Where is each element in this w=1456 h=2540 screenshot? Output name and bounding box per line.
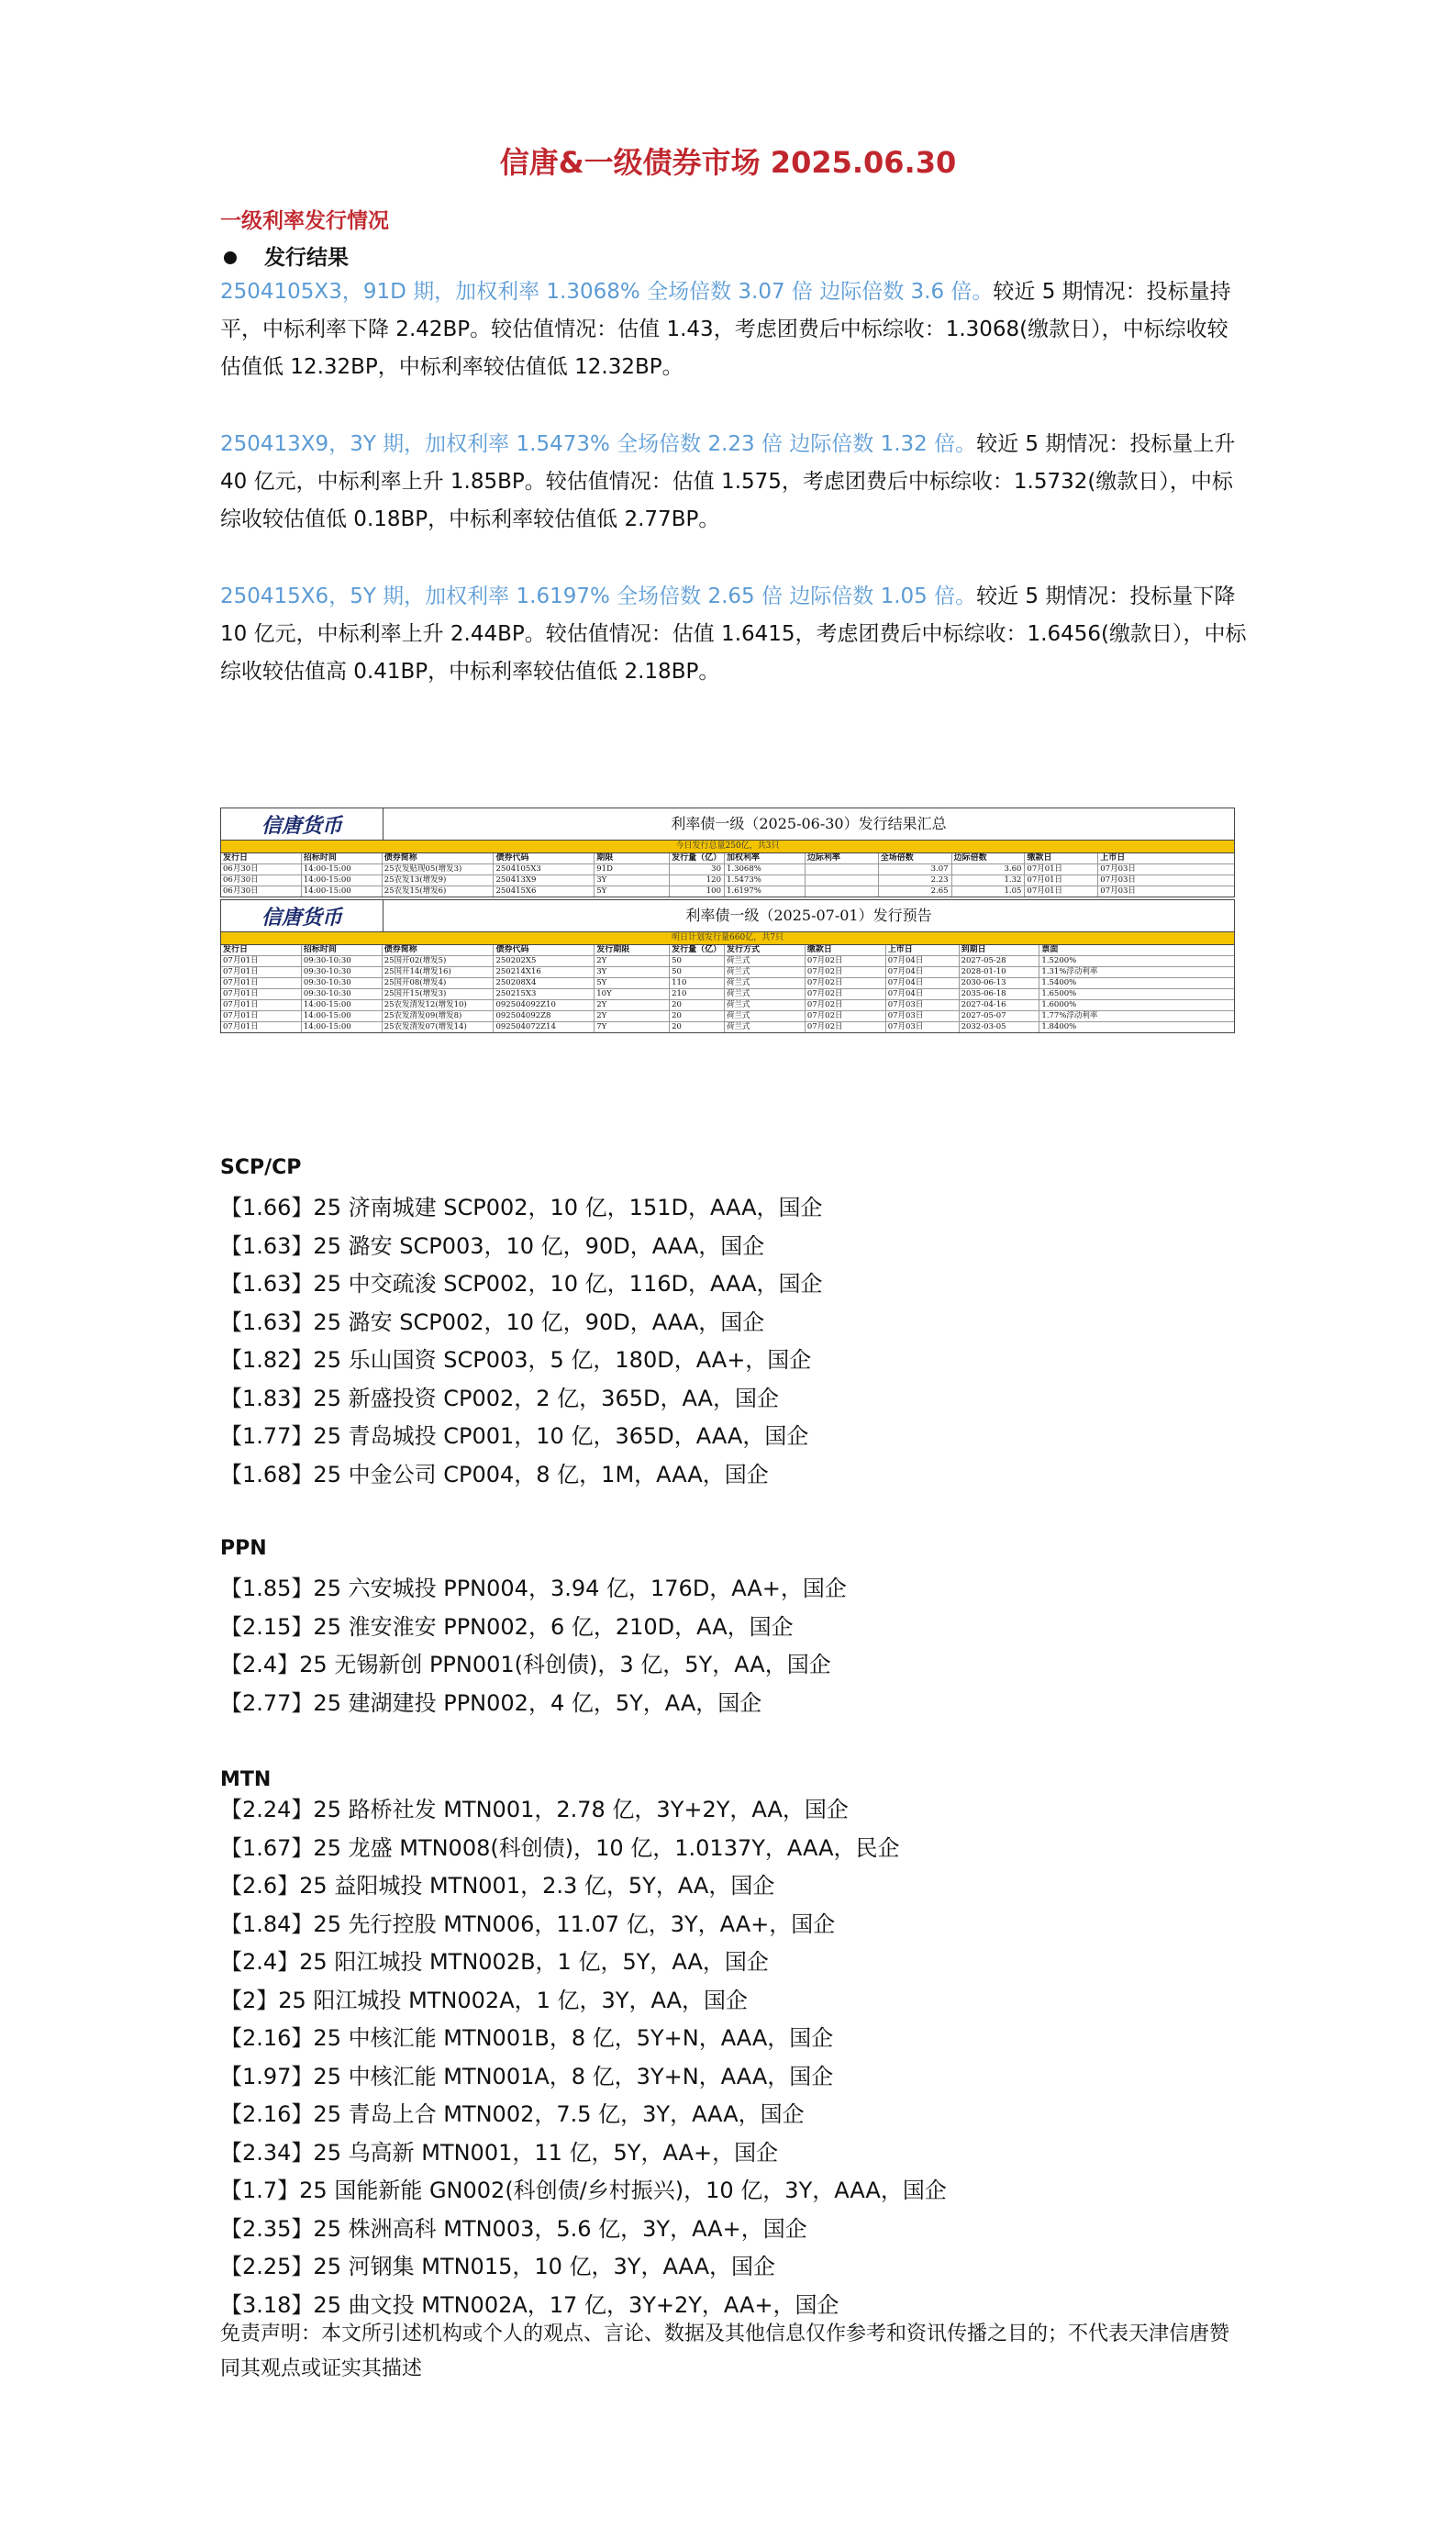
table-cell: 25农发清发12(增发10) <box>383 1000 495 1010</box>
xintang-logo: 信唐货币 <box>221 900 383 931</box>
table-cell: 2Y <box>595 1000 670 1010</box>
table-cell: 07月03日 <box>1100 886 1136 896</box>
result-detail: 较近 5 期情况：投标量下降 10 亿元，中标利率上升 2.44BP。较估值情况：估值 1.6415，考虑团费后中标综收：1.6456(缴款日），中标综收较估值高 0.41BP，中标利率较估值低 2.18BP。 <box>220 585 1247 684</box>
table-row <box>221 875 1234 886</box>
table-cell: 25农发清发07(增发14) <box>383 1022 495 1032</box>
mtn-section-title: MTN <box>220 1768 272 1791</box>
table-header-cell: 边际利率 <box>806 853 879 863</box>
table-cell <box>806 886 879 897</box>
mtn-list-item: 【3.18】25 曲文投 MTN002A，17 亿，3Y+2Y，AA+，国企 <box>220 2291 839 2318</box>
scp-list-item: 【1.63】25 中交疏浚 SCP002，10 亿，116D，AAA，国企 <box>220 1271 823 1297</box>
scp-list-item: 【1.77】25 青岛城投 CP001，10 亿，365D，AAA，国企 <box>220 1423 809 1449</box>
table-cell: 07月02日 <box>806 1011 886 1021</box>
scp-list-item: 【1.83】25 新盛投资 CP002，2 亿，365D，AA，国企 <box>220 1385 779 1411</box>
table-header-cell: 债券简称 <box>383 853 495 863</box>
section-heading: 一级利率发行情况 <box>220 209 389 233</box>
table-cell <box>806 864 879 875</box>
table-cell: 荷兰式 <box>725 989 806 999</box>
table-cell: 1.6000% <box>1041 1000 1077 1009</box>
table-cell: 06月30日 <box>221 875 302 886</box>
table-header-cell: 到期日 <box>960 945 1040 955</box>
table-cell: 07月03日 <box>1100 864 1136 874</box>
table-cell: 210 <box>670 989 725 999</box>
table-cell: 2032-03-05 <box>960 1022 1040 1032</box>
mtn-list-item: 【2.35】25 株洲高科 MTN003，5.6 亿，3Y，AA+，国企 <box>220 2215 807 2242</box>
table-cell: 荷兰式 <box>725 978 806 988</box>
table-body <box>221 853 1234 897</box>
table-cell: 06月30日 <box>221 864 302 875</box>
table-cell: 5Y <box>595 886 670 897</box>
table-cell: 07月02日 <box>806 956 886 966</box>
mtn-list <box>220 1791 947 2324</box>
table-header-cell: 全场倍数 <box>879 853 952 863</box>
table-cell: 3.60 <box>952 864 1026 875</box>
ppn-list-item: 【2.4】25 无锡新创 PPN001(科创债)，3 亿，5Y，AA，国企 <box>220 1652 831 1677</box>
table-summary-band: 今日发行总量250亿，共3只 <box>221 841 1234 853</box>
table-cell: 荷兰式 <box>725 956 806 966</box>
table-cell: 3Y <box>595 967 670 977</box>
table-cell: 092504072Z14 <box>494 1022 595 1032</box>
table-cell: 荷兰式 <box>725 967 806 977</box>
table-header-cell: 上市日 <box>886 945 960 955</box>
table-cell: 14:00-15:00 <box>302 1000 383 1010</box>
table-row <box>221 886 1234 897</box>
table-cell: 14:00-15:00 <box>302 1022 383 1032</box>
page-title: 信唐&一级债券市场 2025.06.30 <box>499 145 957 180</box>
result-paragraph-2 <box>220 426 1248 539</box>
scp-list-item: 【1.82】25 乐山国资 SCP003，5 亿，180D，AA+，国企 <box>220 1347 812 1373</box>
scp-list-item: 【1.68】25 中金公司 CP004，8 亿，1M，AAA，国企 <box>220 1461 769 1487</box>
table-header-cell: 招标时间 <box>302 853 383 863</box>
table-body <box>221 945 1234 1032</box>
table-cell: 07月03日 <box>886 1011 960 1021</box>
mtn-list-item: 【2.25】25 河钢集 MTN015，10 亿，3Y，AAA，国企 <box>220 2254 776 2279</box>
table-cell <box>806 875 879 886</box>
mtn-list-item: 【2.24】25 路桥社发 MTN001，2.78 亿，3Y+2Y，AA，国企 <box>220 1797 849 1822</box>
table-cell: 250415X6 <box>494 886 595 897</box>
table-cell: 07月01日 <box>221 978 302 988</box>
table-cell: 14:00-15:00 <box>302 886 383 897</box>
mtn-list-item: 【2.16】25 青岛上合 MTN002，7.5 亿，3Y，AAA，国企 <box>220 2101 805 2127</box>
scp-list-item: 【1.63】25 潞安 SCP002，10 亿，90D，AAA，国企 <box>220 1309 765 1335</box>
table-cell: 110 <box>670 978 725 988</box>
table-row <box>221 1011 1234 1022</box>
table-cell: 07月04日 <box>886 989 960 999</box>
table-cell: 3.07 <box>879 864 952 875</box>
table-cell: 1.6197% <box>725 886 806 897</box>
table-cell: 120 <box>670 875 725 886</box>
table-header-row <box>221 853 1234 864</box>
mtn-list-item: 【2.6】25 益阳城投 MTN001，2.3 亿，5Y，AA，国企 <box>220 1873 775 1899</box>
table-cell: 07月03日 <box>886 1022 960 1032</box>
table-cell: 1.3068% <box>725 864 806 875</box>
table-header-cell: 加权利率 <box>725 853 806 863</box>
table-cell: 2Y <box>595 956 670 966</box>
table-cell: 2.65 <box>879 886 952 897</box>
table-header-cell: 债券简称 <box>383 945 495 955</box>
table-cell: 2030-06-13 <box>960 978 1040 988</box>
table-header-cell: 债券代码 <box>494 853 595 863</box>
table-header-cell: 发行方式 <box>725 945 806 955</box>
table-header-cell: 发行量（亿） <box>670 853 725 863</box>
table-header-cell: 缴款日 <box>1025 853 1098 863</box>
table-cell: 07月04日 <box>886 967 960 977</box>
table-cell: 07月01日 <box>1025 886 1098 897</box>
table-row <box>221 978 1234 989</box>
table-cell: 25国开02(增发5) <box>383 956 495 966</box>
table-row <box>221 956 1234 967</box>
table-cell: 07月01日 <box>221 1011 302 1021</box>
table-cell: 09:30-10:30 <box>302 956 383 966</box>
table-row <box>221 864 1234 875</box>
table-header-cell: 发行日 <box>221 853 302 863</box>
table-cell: 50 <box>670 956 725 966</box>
table-cell: 07月04日 <box>886 956 960 966</box>
table-cell: 07月01日 <box>1025 875 1098 886</box>
table-cell: 5Y <box>595 978 670 988</box>
table-cell: 07月02日 <box>806 967 886 977</box>
table-cell: 07月01日 <box>221 956 302 966</box>
table-cell: 1.31%浮动利率 <box>1041 967 1098 976</box>
table-cell: 250413X9 <box>494 875 595 886</box>
result-detail: 较近 5 期情况：投标量持平，中标利率下降 2.42BP。较估值情况：估值 1.43，考虑团费后中标综收：1.3068(缴款日），中标综收较估值低 12.32BP，中标利率较估值低 12.32BP。 <box>220 280 1231 379</box>
table-cell: 09:30-10:30 <box>302 967 383 977</box>
xintang-logo: 信唐货币 <box>221 808 383 840</box>
table-cell: 07月01日 <box>221 967 302 977</box>
table-cell: 1.77%浮动利率 <box>1041 1011 1098 1020</box>
table-cell: 07月01日 <box>221 1000 302 1010</box>
table-header-cell: 发行量（亿） <box>670 945 725 955</box>
table-cell: 2035-06-18 <box>960 989 1040 999</box>
table-cell: 07月02日 <box>806 1022 886 1032</box>
table-cell: 07月03日 <box>1100 875 1136 885</box>
mtn-list-item: 【2】25 阳江城投 MTN002A，1 亿，3Y，AA，国企 <box>220 1987 748 2013</box>
table-cell: 1.32 <box>952 875 1026 886</box>
mtn-list-item: 【1.67】25 龙盛 MTN008(科创债)，10 亿，1.0137Y，AAA，民企 <box>220 1834 900 1861</box>
table-cell: 06月30日 <box>221 886 302 897</box>
table-cell: 2028-01-10 <box>960 967 1040 977</box>
table-row <box>221 1000 1234 1011</box>
table-cell: 07月02日 <box>806 978 886 988</box>
table-cell: 91D <box>595 864 670 875</box>
table-cell: 25国开15(增发3) <box>383 989 495 999</box>
table-header-cell: 边际倍数 <box>952 853 1026 863</box>
table-cell: 07月01日 <box>221 989 302 999</box>
bullet-heading <box>220 240 349 271</box>
table-cell: 250202X5 <box>494 956 595 966</box>
result-paragraph-3 <box>220 578 1248 691</box>
table-cell: 30 <box>670 864 725 875</box>
issuance-results-table <box>220 808 1235 897</box>
table-cell: 10Y <box>595 989 670 999</box>
table-cell: 1.8400% <box>1041 1022 1077 1031</box>
table-cell: 07月02日 <box>806 1000 886 1010</box>
table-cell: 2Y <box>595 1011 670 1021</box>
table-cell: 7Y <box>595 1022 670 1032</box>
table-cell: 25国开14(增发16) <box>383 967 495 977</box>
table-cell: 1.5200% <box>1041 956 1077 965</box>
table-cell: 1.6500% <box>1041 989 1077 998</box>
table-cell: 2504105X3 <box>494 864 595 875</box>
table-cell: 1.5400% <box>1041 978 1077 987</box>
table-summary-band: 明日计划发行量660亿，共7只 <box>221 932 1234 945</box>
table-cell: 2.23 <box>879 875 952 886</box>
table-cell: 14:00-15:00 <box>302 864 383 875</box>
bullet-icon <box>224 251 237 264</box>
table-cell: 20 <box>670 1011 725 1021</box>
mtn-list-item: 【1.97】25 中核汇能 MTN001A，8 亿，3Y+N，AAA，国企 <box>220 2063 834 2089</box>
table-cell: 1.5473% <box>725 875 806 886</box>
mtn-list-item: 【2.4】25 阳江城投 MTN002B，1 亿，5Y，AA，国企 <box>220 1949 769 1975</box>
ppn-section-title: PPN <box>220 1537 267 1560</box>
table-cell: 25农发清发09(增发8) <box>383 1011 495 1021</box>
table-header-cell: 债券代码 <box>494 945 595 955</box>
table-cell: 07月03日 <box>886 1000 960 1010</box>
bullet-heading-label: 发行结果 <box>264 246 349 270</box>
table-cell: 250208X4 <box>494 978 595 988</box>
table-cell: 07月02日 <box>806 989 886 999</box>
result-paragraph-1 <box>220 273 1248 386</box>
table-cell: 25农发15(增发6) <box>383 886 495 897</box>
ppn-list-item: 【1.85】25 六安城投 PPN004，3.94 亿，176D，AA+，国企 <box>220 1576 847 1601</box>
table-cell: 092504092Z8 <box>494 1011 595 1021</box>
mtn-list-item: 【1.84】25 先行控股 MTN006，11.07 亿，3Y，AA+，国企 <box>220 1911 836 1937</box>
scp-list-item: 【1.66】25 济南城建 SCP002，10 亿，151D，AAA，国企 <box>220 1195 823 1220</box>
table-cell: 09:30-10:30 <box>302 989 383 999</box>
table-header-cell: 上市日 <box>1100 853 1126 863</box>
result-lead: 2504105X3，91D 期，加权利率 1.3068% 全场倍数 3.07 倍 边际倍数 3.6 倍。 <box>220 280 994 304</box>
table-header-row <box>221 945 1234 956</box>
table-header-cell: 缴款日 <box>806 945 886 955</box>
table-cell: 荷兰式 <box>725 1011 806 1021</box>
table-cell: 100 <box>670 886 725 897</box>
mtn-list-item: 【2.16】25 中核汇能 MTN001B，8 亿，5Y+N，AAA，国企 <box>220 2025 834 2051</box>
table-row <box>221 989 1234 1000</box>
table-cell: 07月01日 <box>1025 864 1098 875</box>
result-lead: 250413X9，3Y 期，加权利率 1.5473% 全场倍数 2.23 倍 边际倍数 1.32 倍。 <box>220 432 977 456</box>
table-row <box>221 1022 1234 1032</box>
table-row <box>221 967 1234 978</box>
scp-list-item: 【1.63】25 潞安 SCP003，10 亿，90D，AAA，国企 <box>220 1232 765 1259</box>
table-cell: 25国开08(增发4) <box>383 978 495 988</box>
table-cell: 2027-05-07 <box>960 1011 1040 1021</box>
result-lead: 250415X6，5Y 期，加权利率 1.6197% 全场倍数 2.65 倍 边际倍数 1.05 倍。 <box>220 585 977 608</box>
table-cell: 荷兰式 <box>725 1000 806 1010</box>
scp-section-title: SCP/CP <box>220 1156 302 1179</box>
table-cell: 07月01日 <box>221 1022 302 1032</box>
disclaimer: 免责声明：本文所引述机构或个人的观点、言论、数据及其他信息仅作参考和资讯传播之目的；不代表天津信唐赞同其观点或证实其描述 <box>220 2323 1230 2380</box>
table-title: 利率债一级（2025-07-01）发行预告 <box>685 907 932 924</box>
mtn-list-item: 【1.7】25 国能新能 GN002(科创债/乡村振兴)，10 亿，3Y，AAA，国企 <box>220 2178 947 2203</box>
table-header-cell: 票面 <box>1041 945 1059 954</box>
table-cell: 14:00-15:00 <box>302 1011 383 1021</box>
table-cell: 50 <box>670 967 725 977</box>
table-header-cell: 发行日 <box>221 945 302 955</box>
table-cell: 2027-05-28 <box>960 956 1040 966</box>
table-cell: 20 <box>670 1022 725 1032</box>
table-cell: 250214X16 <box>494 967 595 977</box>
ppn-list <box>220 1570 847 1722</box>
table-header-cell: 发行期限 <box>595 945 670 955</box>
table-cell: 20 <box>670 1000 725 1010</box>
table-cell: 3Y <box>595 875 670 886</box>
table-cell: 07月04日 <box>886 978 960 988</box>
table-cell: 14:00-15:00 <box>302 875 383 886</box>
issuance-preview-table <box>220 899 1235 1033</box>
table-title: 利率债一级（2025-06-30）发行结果汇总 <box>671 815 947 832</box>
scp-list <box>220 1189 823 1494</box>
table-cell: 092504092Z10 <box>494 1000 595 1010</box>
result-detail: 较近 5 期情况：投标量上升 40 亿元，中标利率上升 1.85BP。较估值情况：估值 1.575，考虑团费后中标综收：1.5732(缴款日），中标综收较估值低 0.18BP，中标利率较估值低 2.77BP。 <box>220 432 1236 531</box>
table-cell: 250215X3 <box>494 989 595 999</box>
table-header-cell: 招标时间 <box>302 945 383 955</box>
table-cell: 荷兰式 <box>725 1022 806 1032</box>
issuance-table-image <box>220 808 1235 1037</box>
table-cell: 1.05 <box>952 886 1026 897</box>
mtn-list-item: 【2.34】25 乌高新 MTN001，11 亿，5Y，AA+，国企 <box>220 2139 779 2166</box>
table-cell: 2027-04-16 <box>960 1000 1040 1010</box>
ppn-list-item: 【2.15】25 淮安淮安 PPN002，6 亿，210D，AA，国企 <box>220 1613 794 1640</box>
table-cell: 25农发13(增发9) <box>383 875 495 886</box>
table-header-cell: 期限 <box>595 853 670 863</box>
table-cell: 25农发贴现05(增发3) <box>383 864 495 875</box>
ppn-list-item: 【2.77】25 建湖建投 PPN002，4 亿，5Y，AA，国企 <box>220 1689 762 1716</box>
table-cell: 09:30-10:30 <box>302 978 383 988</box>
